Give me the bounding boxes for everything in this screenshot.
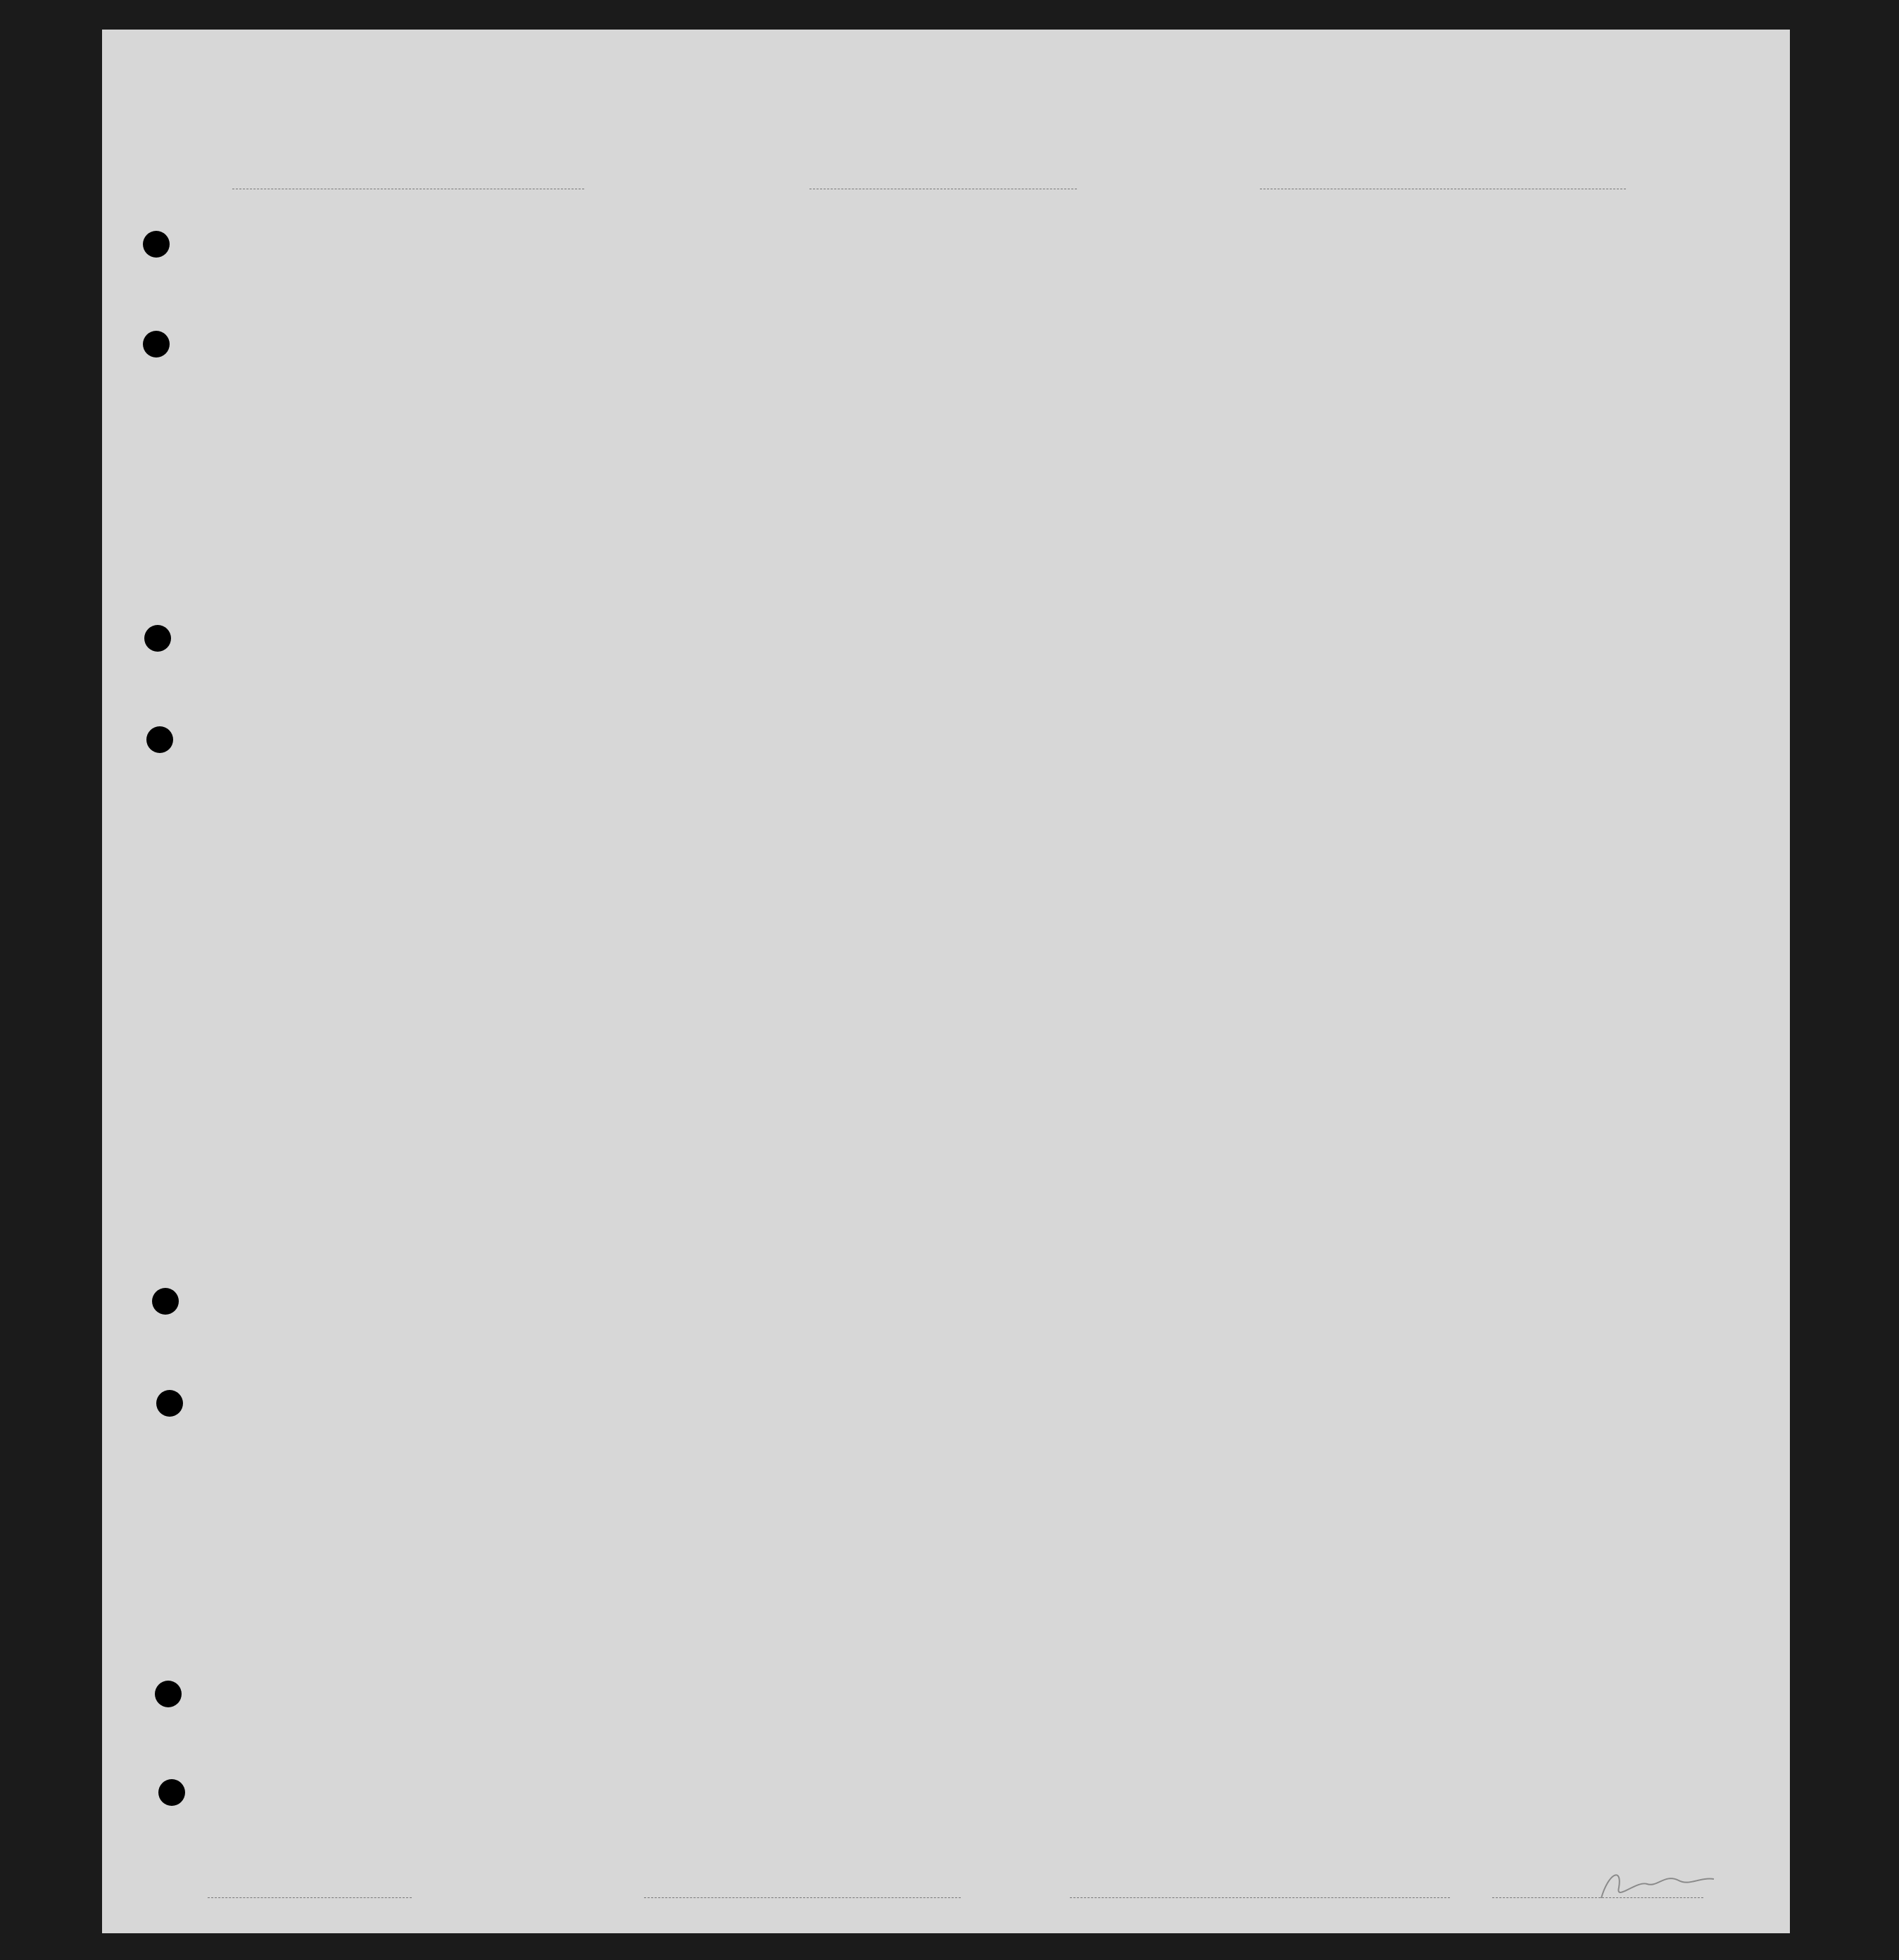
punch-hole [143, 231, 170, 258]
sheet-number [1577, 118, 1584, 137]
punch-hole [155, 1681, 182, 1707]
manifest-sheet [102, 30, 1790, 1933]
vessel-line [176, 182, 1767, 210]
line-rule [208, 1897, 412, 1898]
punch-hole [158, 1779, 185, 1806]
agents-rule [1070, 1897, 1450, 1898]
punch-hole [143, 331, 170, 358]
owners-rule [644, 1897, 961, 1898]
punch-hole [146, 726, 173, 753]
punch-hole [144, 625, 171, 652]
punch-hole [152, 1288, 179, 1315]
officer-signature [1580, 1859, 1735, 1909]
punch-hole [156, 1390, 183, 1417]
